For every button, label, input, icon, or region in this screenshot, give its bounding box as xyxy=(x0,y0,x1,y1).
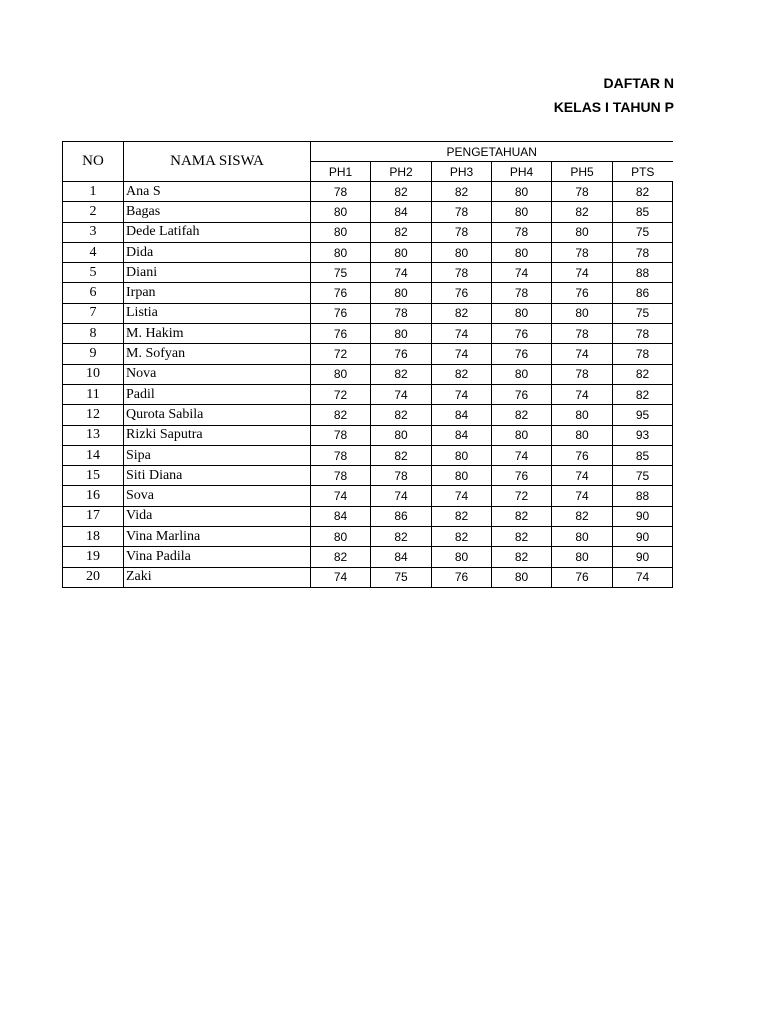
score-ph2: 78 xyxy=(371,303,432,323)
table-row xyxy=(63,466,673,486)
score-ph3: 76 xyxy=(432,567,492,587)
row-number: 1 xyxy=(63,182,124,202)
score-ph2: 80 xyxy=(371,283,432,303)
score-ph4: 72 xyxy=(492,486,552,506)
table-body xyxy=(63,182,673,588)
score-ph2: 82 xyxy=(371,527,432,547)
score-ph3: 78 xyxy=(432,222,492,242)
row-number: 6 xyxy=(63,283,124,303)
score-ph5: 80 xyxy=(552,547,613,567)
score-ph2: 82 xyxy=(371,182,432,202)
score-pts: 88 xyxy=(613,263,673,283)
score-ph3: 82 xyxy=(432,364,492,384)
row-number: 16 xyxy=(63,486,124,506)
student-name: Nova xyxy=(124,364,311,384)
column-group-pengetahuan: PENGETAHUAN xyxy=(311,142,673,162)
score-ph5: 74 xyxy=(552,466,613,486)
table-row xyxy=(63,263,673,283)
score-ph1: 78 xyxy=(311,466,371,486)
score-ph2: 86 xyxy=(371,506,432,526)
score-pts: 74 xyxy=(613,567,673,587)
row-number: 10 xyxy=(63,364,124,384)
score-ph1: 74 xyxy=(311,567,371,587)
table-row xyxy=(63,547,673,567)
score-pts: 78 xyxy=(613,242,673,262)
score-ph2: 80 xyxy=(371,425,432,445)
score-ph2: 80 xyxy=(371,242,432,262)
score-ph4: 78 xyxy=(492,222,552,242)
score-ph4: 82 xyxy=(492,405,552,425)
student-name: Listia xyxy=(124,303,311,323)
score-pts: 75 xyxy=(613,466,673,486)
student-name: Vina Padila xyxy=(124,547,311,567)
score-ph2: 82 xyxy=(371,364,432,384)
student-name: M. Sofyan xyxy=(124,344,311,364)
student-name: Irpan xyxy=(124,283,311,303)
table-row xyxy=(63,182,673,202)
student-name: Vina Marlina xyxy=(124,527,311,547)
score-ph4: 80 xyxy=(492,364,552,384)
score-pts: 75 xyxy=(613,303,673,323)
score-ph1: 74 xyxy=(311,486,371,506)
score-ph1: 80 xyxy=(311,222,371,242)
score-pts: 82 xyxy=(613,182,673,202)
score-ph1: 78 xyxy=(311,425,371,445)
score-ph2: 74 xyxy=(371,486,432,506)
score-ph3: 74 xyxy=(432,486,492,506)
score-ph4: 82 xyxy=(492,547,552,567)
row-number: 14 xyxy=(63,445,124,465)
table-row xyxy=(63,425,673,445)
score-ph5: 74 xyxy=(552,384,613,404)
score-ph1: 72 xyxy=(311,344,371,364)
score-ph1: 78 xyxy=(311,445,371,465)
row-number: 15 xyxy=(63,466,124,486)
score-ph5: 80 xyxy=(552,405,613,425)
score-ph3: 82 xyxy=(432,527,492,547)
score-ph3: 76 xyxy=(432,283,492,303)
score-ph1: 84 xyxy=(311,506,371,526)
table-row xyxy=(63,527,673,547)
table-row xyxy=(63,202,673,222)
score-ph5: 80 xyxy=(552,222,613,242)
score-ph5: 78 xyxy=(552,182,613,202)
grades-table xyxy=(62,141,673,588)
score-ph2: 74 xyxy=(371,384,432,404)
score-ph5: 78 xyxy=(552,364,613,384)
score-ph4: 76 xyxy=(492,324,552,344)
score-ph2: 78 xyxy=(371,466,432,486)
score-ph2: 76 xyxy=(371,344,432,364)
student-name: M. Hakim xyxy=(124,324,311,344)
score-ph3: 78 xyxy=(432,263,492,283)
score-ph4: 78 xyxy=(492,283,552,303)
column-header-ph3: PH3 xyxy=(432,162,492,182)
score-pts: 78 xyxy=(613,344,673,364)
row-number: 9 xyxy=(63,344,124,364)
column-header-pts: PTS xyxy=(613,162,673,182)
student-name: Qurota Sabila xyxy=(124,405,311,425)
score-ph3: 80 xyxy=(432,466,492,486)
column-header-name: NAMA SISWA xyxy=(124,142,311,182)
score-ph1: 72 xyxy=(311,384,371,404)
score-ph3: 78 xyxy=(432,202,492,222)
score-ph4: 80 xyxy=(492,425,552,445)
score-ph5: 80 xyxy=(552,527,613,547)
column-header-ph5: PH5 xyxy=(552,162,613,182)
score-ph4: 76 xyxy=(492,466,552,486)
row-number: 5 xyxy=(63,263,124,283)
score-pts: 78 xyxy=(613,324,673,344)
column-header-ph2: PH2 xyxy=(371,162,432,182)
score-ph4: 82 xyxy=(492,527,552,547)
student-name: Diani xyxy=(124,263,311,283)
column-header-ph1: PH1 xyxy=(311,162,371,182)
score-ph5: 78 xyxy=(552,324,613,344)
score-ph2: 82 xyxy=(371,405,432,425)
column-header-no: NO xyxy=(63,142,124,182)
row-number: 18 xyxy=(63,527,124,547)
row-number: 2 xyxy=(63,202,124,222)
table-row xyxy=(63,405,673,425)
table-row xyxy=(63,242,673,262)
score-ph3: 74 xyxy=(432,384,492,404)
score-ph3: 80 xyxy=(432,445,492,465)
score-ph1: 80 xyxy=(311,242,371,262)
score-ph1: 76 xyxy=(311,283,371,303)
student-name: Ana S xyxy=(124,182,311,202)
score-ph4: 74 xyxy=(492,263,552,283)
student-name: Rizki Saputra xyxy=(124,425,311,445)
score-ph2: 82 xyxy=(371,222,432,242)
score-ph1: 76 xyxy=(311,324,371,344)
table-row xyxy=(63,303,673,323)
student-name: Dede Latifah xyxy=(124,222,311,242)
student-name: Siti Diana xyxy=(124,466,311,486)
score-ph5: 80 xyxy=(552,425,613,445)
score-ph5: 74 xyxy=(552,344,613,364)
score-ph2: 80 xyxy=(371,324,432,344)
score-ph5: 80 xyxy=(552,303,613,323)
score-ph4: 80 xyxy=(492,242,552,262)
score-pts: 85 xyxy=(613,445,673,465)
table-row xyxy=(63,567,673,587)
score-ph2: 84 xyxy=(371,547,432,567)
table-row xyxy=(63,344,673,364)
score-ph5: 74 xyxy=(552,263,613,283)
score-ph1: 82 xyxy=(311,547,371,567)
score-ph3: 82 xyxy=(432,506,492,526)
score-ph5: 76 xyxy=(552,283,613,303)
score-ph2: 82 xyxy=(371,445,432,465)
score-pts: 90 xyxy=(613,547,673,567)
score-ph5: 74 xyxy=(552,486,613,506)
score-ph3: 80 xyxy=(432,242,492,262)
score-ph1: 75 xyxy=(311,263,371,283)
score-ph1: 76 xyxy=(311,303,371,323)
row-number: 20 xyxy=(63,567,124,587)
score-pts: 90 xyxy=(613,506,673,526)
score-ph3: 74 xyxy=(432,344,492,364)
score-pts: 88 xyxy=(613,486,673,506)
table-row xyxy=(63,384,673,404)
score-ph2: 84 xyxy=(371,202,432,222)
column-header-ph4: PH4 xyxy=(492,162,552,182)
score-ph4: 80 xyxy=(492,202,552,222)
student-name: Sova xyxy=(124,486,311,506)
score-pts: 82 xyxy=(613,364,673,384)
document-subtitle: KELAS I TAHUN P xyxy=(553,99,674,115)
score-ph4: 80 xyxy=(492,303,552,323)
score-ph5: 82 xyxy=(552,506,613,526)
score-ph1: 78 xyxy=(311,182,371,202)
row-number: 19 xyxy=(63,547,124,567)
table-row xyxy=(63,283,673,303)
row-number: 8 xyxy=(63,324,124,344)
score-ph4: 76 xyxy=(492,344,552,364)
row-number: 7 xyxy=(63,303,124,323)
student-name: Dida xyxy=(124,242,311,262)
row-number: 3 xyxy=(63,222,124,242)
score-ph4: 82 xyxy=(492,506,552,526)
score-ph5: 78 xyxy=(552,242,613,262)
student-name: Zaki xyxy=(124,567,311,587)
score-pts: 93 xyxy=(613,425,673,445)
score-pts: 85 xyxy=(613,202,673,222)
row-number: 4 xyxy=(63,242,124,262)
score-pts: 75 xyxy=(613,222,673,242)
row-number: 17 xyxy=(63,506,124,526)
score-ph3: 80 xyxy=(432,547,492,567)
document-title: DAFTAR N xyxy=(603,75,674,91)
score-pts: 86 xyxy=(613,283,673,303)
score-ph1: 82 xyxy=(311,405,371,425)
student-name: Bagas xyxy=(124,202,311,222)
student-name: Padil xyxy=(124,384,311,404)
score-ph5: 82 xyxy=(552,202,613,222)
score-ph4: 76 xyxy=(492,384,552,404)
score-ph3: 82 xyxy=(432,303,492,323)
score-pts: 95 xyxy=(613,405,673,425)
score-ph4: 80 xyxy=(492,567,552,587)
score-pts: 90 xyxy=(613,527,673,547)
score-ph2: 74 xyxy=(371,263,432,283)
score-ph2: 75 xyxy=(371,567,432,587)
row-number: 12 xyxy=(63,405,124,425)
score-ph1: 80 xyxy=(311,527,371,547)
table-row xyxy=(63,324,673,344)
score-pts: 82 xyxy=(613,384,673,404)
student-name: Vida xyxy=(124,506,311,526)
table-row xyxy=(63,486,673,506)
score-ph3: 82 xyxy=(432,182,492,202)
table-row xyxy=(63,364,673,384)
score-ph4: 80 xyxy=(492,182,552,202)
score-ph3: 84 xyxy=(432,425,492,445)
score-ph4: 74 xyxy=(492,445,552,465)
table-row xyxy=(63,506,673,526)
score-ph3: 74 xyxy=(432,324,492,344)
table-row xyxy=(63,445,673,465)
table-row xyxy=(63,222,673,242)
row-number: 13 xyxy=(63,425,124,445)
score-ph3: 84 xyxy=(432,405,492,425)
score-ph5: 76 xyxy=(552,445,613,465)
row-number: 11 xyxy=(63,384,124,404)
student-name: Sipa xyxy=(124,445,311,465)
score-ph1: 80 xyxy=(311,364,371,384)
score-ph1: 80 xyxy=(311,202,371,222)
score-ph5: 76 xyxy=(552,567,613,587)
